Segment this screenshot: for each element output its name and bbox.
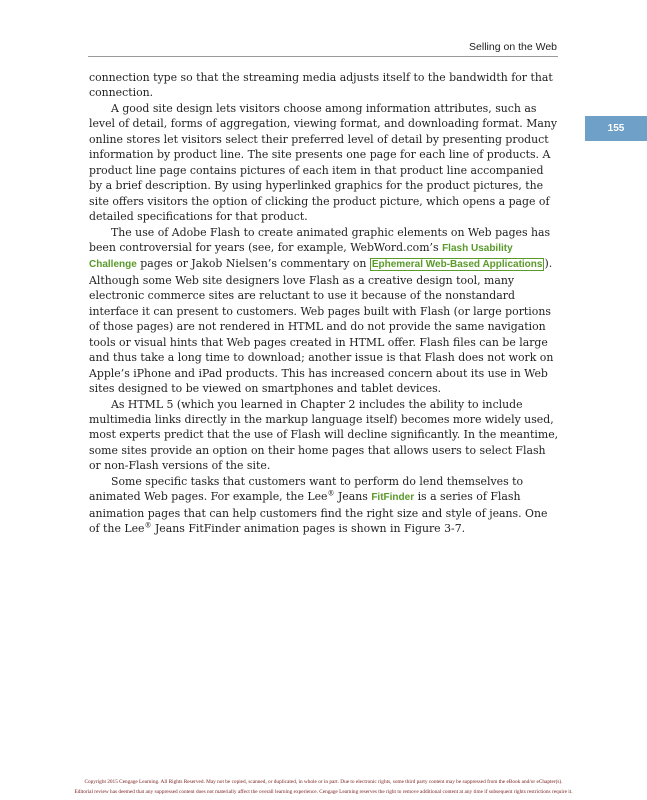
- ephemeral-web-based-applications-link[interactable]: Ephemeral Web-Based Applications: [371, 259, 543, 271]
- page-number-tab: 155: [585, 116, 647, 141]
- paragraph-5-text-a: Some specific tasks that customers want to perform do lend themselves to animated Web pages. For example, the Lee: [89, 474, 524, 504]
- paragraph-5-text-c: is a series of Flash animation pages that can help customers find the right size and style of jeans. One of the Lee: [89, 490, 548, 536]
- paragraph-1: connection type so that the streaming media adjusts itself to the bandwidth for that connection.: [89, 71, 553, 100]
- paragraph-5: [89, 474, 559, 537]
- editorial-notice: Editorial review has deemed that any suppressed content does not materially affect the overall learning experience. Cengage Learning reserves the right to remove additional content at any time if subsequent rights restrictions require it.: [74, 789, 573, 795]
- body-text: [89, 70, 559, 537]
- paragraph-2: A good site design lets visitors choose among information attributes, such as level of detail, forms of aggregation, viewing format, and downloading format. Many online stores let visitors select their preferred level of detail by presenting product information by product line. The site presents one page for each line of products. A product line page contains pictures of each item in that product line accompanied by a brief description. By using hyperlinked graphics for the product pictures, the site offers visitors the option of clicking the product picture, which opens a page of detailed specifications for that product.: [89, 101, 558, 224]
- paragraph-3-text-b: pages or Jakob Nielsen’s commentary on: [136, 257, 370, 271]
- paragraph-4: As HTML 5 (which you learned in Chapter 2 includes the ability to include multimedia links directly in the markup language itself) becomes more widely used, most experts predict that the use of Flash will decline significantly. In the meantime, some sites provide an option on their home pages that allows users to select Flash or non-Flash versions of the site.: [89, 397, 559, 473]
- copyright-notice: Copyright 2015 Cengage Learning. All Rights Reserved. May not be copied, scanned, or duplicated, in whole or in part. Due to electronic rights, some third party content may be suppressed from the eBook and/or eChapter(s).: [84, 779, 563, 785]
- paragraph-3-text-a: The use of Adobe Flash to create animated graphic elements on Web pages has been controversial for years (see, for example, WebWord.com’s: [89, 225, 551, 254]
- header-rule: [88, 56, 558, 57]
- paragraph-3: [89, 225, 559, 397]
- registered-mark: ®: [144, 521, 152, 530]
- flash-usability-challenge-link[interactable]: Flash Usability Challenge: [89, 242, 513, 271]
- running-head: Selling on the Web: [469, 41, 557, 53]
- registered-mark: ®: [327, 489, 335, 498]
- fitfinder-link[interactable]: FitFinder: [371, 492, 415, 504]
- paragraph-5-text-d: Jeans FitFinder animation pages is shown in Figure 3-7.: [151, 522, 466, 536]
- paragraph-3-text-c: ). Although some Web site designers love Flash as a creative design tool, many electronic commerce sites are reluctant to use it because of the nonstandard interface it can present to customers. Web pages built with Flash (or large portions of those pages) are not rendered in HTML and do not provide the same navigation tools or visual hints that Web pages created in HTML offer. Flash files can be large and thus take a long time to download; another issue is that Flash does not work on Apple’s iPhone and iPad products. This has increased concern about its use in Web sites designed to be viewed on smartphones and tablet devices.: [89, 257, 554, 396]
- paragraph-5-text-b: Jeans: [334, 490, 372, 504]
